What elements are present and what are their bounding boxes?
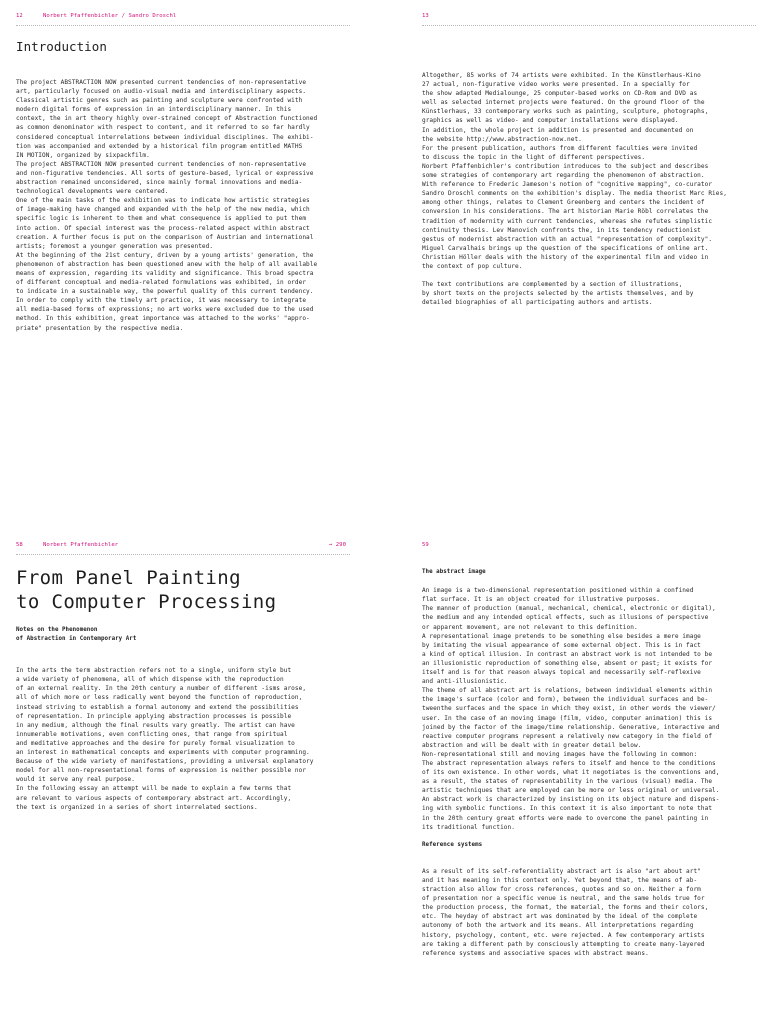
- page-number: 59: [422, 542, 429, 548]
- text-line: tweenthe surfaces and the space in which they exist, in other words the viewer/: [422, 705, 716, 713]
- body-text: [16, 666, 350, 812]
- text-line: 27 actual, non-figurative video works were presented. In a specially for: [422, 81, 690, 89]
- paragraph-gap: [422, 271, 756, 280]
- text-line: some strategies of contemporary art regarding the phenomenon of abstraction.: [422, 172, 705, 180]
- text-line: to discuss the topic in the light of different perspectives.: [422, 153, 646, 161]
- text-line: straction also allow for cross references, quotes and so on. Neither a form: [422, 886, 701, 894]
- text-line: the show adapted Medialounge, 25 computer-based works on CD-Rom and DVD as: [422, 90, 698, 98]
- text-line: a kind of optical illusion. In contrast an abstract work is not intended to be: [422, 650, 713, 658]
- text-line: Altogether, 85 works of 74 artists were exhibited. In the Künstlerhaus-Kino: [422, 72, 701, 79]
- text-line: innumerable motivations, even conflicting ones, that range from spiritual: [16, 730, 288, 738]
- text-line: a wide variety of phenomena, all of which dispense with the reproduction: [16, 676, 284, 684]
- text-line: artistic techniques that are employed can be more or less original or universal.: [422, 787, 720, 795]
- page-13: [422, 12, 756, 307]
- text-line: gestus of modernist abstraction with an actual "representation of complexity".: [422, 235, 713, 243]
- paragraph-gap: [422, 850, 756, 867]
- text-line: abstraction and will be dealt with in greater detail below.: [422, 741, 642, 749]
- section-heading: The abstract image: [422, 569, 486, 575]
- text-line: its traditional function.: [422, 823, 515, 831]
- text-line: Classical artistic genres such as painting and sculpture were confronted with: [16, 97, 303, 105]
- text-line: means of expression, regarding its validity and significance. This broad spectra: [16, 269, 314, 277]
- text-line: as a result, the states of representability in the various (visual) media. The: [422, 778, 713, 786]
- text-line: An image is a two-dimensional representation positioned within a confined: [422, 587, 694, 595]
- text-line: model for all non-representational forms of expression is neither possible nor: [16, 767, 307, 775]
- text-line: The abstract representation always refers to itself and hence to the conditions: [422, 759, 716, 767]
- text-line: method. In this exhibition, great importance was attached to the works' "appro-: [16, 315, 310, 323]
- text-line: graphics as well as video- and computer installations were displayed.: [422, 117, 679, 125]
- text-line: the image's surface (color and form), between the individual surfaces and be-: [422, 696, 709, 704]
- subtitle-line: Notes on the Phenomenon: [16, 627, 98, 633]
- text-line: and non-figurative tendencies. All sorts of gesture-based, lyrical or expressive: [16, 169, 314, 177]
- text-line: specific logic is inherent to them and what consequence is applied to put them: [16, 215, 307, 223]
- text-line: Sandro Droschl comments on the exhibition's display. The media theorist Marc Ries,: [422, 190, 727, 198]
- text-line: itself and is for that reason always topical and necessarily self-reflexive: [422, 669, 701, 677]
- text-line: are relevant to various aspects of contemporary abstract art. Accordingly,: [16, 794, 292, 802]
- text-line: Because of the wide variety of manifestations, providing a universal explanatory: [16, 758, 314, 766]
- body-text: [16, 78, 350, 333]
- title-line: From Panel Painting: [16, 567, 241, 589]
- text-line: IN MOTION, organized by sixpackfilm.: [16, 151, 150, 159]
- text-line: At the beginning of the 21st century, driven by a young artists' generation, the: [16, 251, 314, 259]
- text-line: ing with symbolic functions. In this context it is also important to note that: [422, 805, 713, 813]
- page-number: 13: [422, 13, 429, 19]
- text-line: abstraction remained unconsidered, since mainly formal innovations and media-: [16, 179, 303, 187]
- text-line: the production process, the format, the material, the forms and their colors,: [422, 904, 709, 912]
- article-title: [16, 567, 350, 614]
- text-line: the website http://www.abstraction-now.net.: [422, 135, 582, 143]
- section-heading: Reference systems: [422, 841, 483, 848]
- subtitle-line: of Abstraction in Contemporary Art: [16, 636, 137, 643]
- text-line: The manner of production (manual, mechanical, chemical, electronic or digital),: [422, 605, 716, 613]
- text-line: the text is organized in a series of short interrelated sections.: [16, 803, 258, 811]
- page-59: [422, 541, 756, 958]
- page-number: 58: [16, 542, 23, 548]
- text-line: tradition of modernity with current tendencies, whereas she refutes simplistic: [422, 217, 713, 225]
- text-line: With reference to Frederic Jameson's notion of "cognitive mapping", co-curator: [422, 181, 713, 189]
- text-line: considered conceptual interrelations between individual disciplines. The exhibi-: [16, 133, 314, 141]
- text-line: all media-based forms of expressions; no art works were excluded due to the used: [16, 306, 314, 314]
- page-header: [16, 541, 350, 555]
- text-line: The text contributions are complemented by a section of illustrations,: [422, 281, 683, 289]
- text-line: tion was accompanied and extended by a historical film program entitled MATHS: [16, 142, 303, 150]
- text-line: history, psychology, content, etc. were rejected. A few contemporary artists: [422, 931, 705, 939]
- section-reference-systems: [422, 841, 756, 958]
- text-line: the medium and any intended optical effects, such as illusions of perspective: [422, 614, 709, 622]
- text-line: of presentation nor a specific venue is neutral, and the same holds true for: [422, 895, 705, 903]
- body-text: [422, 71, 756, 307]
- article-subtitle: [16, 626, 350, 644]
- text-line: Miguel Carvalhais brings up the question of the specifications of online art.: [422, 244, 709, 252]
- text-line: creation. A further focus is put on the comparison of Austrian and international: [16, 233, 314, 241]
- text-line: etc. The heyday of abstract art was dominated by the ideal of the complete: [422, 913, 698, 921]
- page-title: Introduction: [16, 39, 107, 54]
- text-line: continuity thesis. Lev Manovich confronts the, in its tendency reductionist: [422, 226, 701, 234]
- running-head: Norbert Pfaffenbichler: [43, 542, 119, 548]
- text-line: modern digital forms of expression in an interdisciplinary manner. In this: [16, 106, 292, 114]
- text-line: The theme of all abstract art is relations, between individual elements within: [422, 687, 713, 695]
- text-line: For the present publication, authors from different faculties were invited: [422, 144, 698, 152]
- text-line: would it serve any real purpose.: [16, 776, 135, 784]
- text-line: to indicate in a sustainable way, the powerful quality of this current tendency.: [16, 288, 314, 296]
- page-58: [16, 541, 350, 812]
- text-line: In the arts the term abstraction refers not to a single, uniform style but: [16, 667, 292, 675]
- text-line: of its own existence. In other words, what it negotiates is the conventions and,: [422, 769, 720, 777]
- text-line: all of which more or less radically went beyond the function of reproduction,: [16, 694, 303, 702]
- text-line: Künstlerhaus, 33 contemporary works such as painting, sculpture, photographs,: [422, 108, 709, 116]
- text-line: into action. Of special interest was the process-related aspect within abstract: [16, 224, 310, 232]
- text-line: the context of pop culture.: [422, 262, 523, 270]
- text-line: detailed biographies of all participating authors and artists.: [422, 299, 653, 307]
- text-line: An abstract work is characterized by insisting on its object nature and dispens-: [422, 796, 720, 804]
- text-line: by short texts on the projects selected by the artists themselves, and by: [422, 290, 694, 298]
- text-line: Non-representational still and moving images have the following in common:: [422, 750, 698, 758]
- text-line: as common denominator with respect to content, and it referred to so far hardly: [16, 124, 310, 132]
- text-line: reference systems and associative spaces with abstract means.: [422, 949, 649, 957]
- text-line: and it has meaning in this context only. Yet beyond that, the means of ab-: [422, 877, 698, 884]
- page-12: [16, 12, 350, 333]
- text-line: by imitating the visual appearance of some external object. This is in fact: [422, 641, 701, 649]
- text-line: technological developments were centered.: [16, 188, 169, 196]
- text-line: priate" presentation by the respective media.: [16, 324, 184, 332]
- text-line: The project ABSTRACTION NOW presented current tendencies of non-representative: [16, 79, 307, 86]
- text-line: or apparent movement, are not relevant to this definition.: [422, 623, 638, 631]
- text-line: context, the in art theory highly over-strained concept of Abstraction functioned: [16, 115, 318, 123]
- text-line: instead striving to establish a formal autonomy and extend the possibilities: [16, 703, 299, 711]
- text-line: user. In the case of an moving image (film, video, computer animation) this is: [422, 714, 713, 722]
- text-line: joined by the factor of the image/time relationship. Generative, interactive and: [422, 723, 720, 731]
- text-line: A representational image pretends to be something else besides a mere image: [422, 632, 701, 640]
- text-line: well as selected internet projects were featured. On the ground floor of the: [422, 99, 705, 107]
- text-line: The project ABSTRACTION NOW presented current tendencies of non-representative: [16, 160, 307, 168]
- page-header: [422, 541, 756, 554]
- text-line: Christian Höller deals with the history of the experimental film and video in: [422, 253, 709, 261]
- text-line: In addition, the whole project in addition is presented and documented on: [422, 126, 694, 134]
- text-line: phenomenon of abstraction has been questioned anew with the help of all available: [16, 260, 318, 268]
- text-line: among other things, relates to Clement Greenberg and centers the incident of: [422, 199, 705, 207]
- text-line: Norbert Pfaffenbichler's contribution introduces to the subject and describes: [422, 162, 709, 170]
- running-head: Norbert Pfaffenbichler / Sandro Droschl: [43, 13, 177, 19]
- text-line: artists; foremost a younger generation was presented.: [16, 242, 214, 250]
- text-line: an illusionistic reproduction of something else, absent or past; it exists for: [422, 659, 713, 667]
- page-number: 12: [16, 13, 23, 19]
- section-abstract-image: [422, 568, 756, 832]
- page-header: [422, 12, 756, 26]
- text-line: of an external reality. In the 20th century a number of different -isms arose,: [16, 685, 307, 693]
- text-line: are taking a different path by consciously attempting to create many-layered: [422, 940, 705, 948]
- text-line: art, particularly focused on audio-visual media and interdisciplinary aspects.: [16, 88, 307, 96]
- page-header: [16, 12, 350, 26]
- text-line: and anti-illusionistic.: [422, 678, 508, 686]
- text-line: One of the main tasks of the exhibition was to indicate how artistic strategies: [16, 197, 310, 205]
- text-line: of image-making have changed and expanded with the help of the new media, which: [16, 206, 310, 214]
- text-line: In the following essay an attempt will be made to explain a few terms that: [16, 785, 292, 793]
- paragraph-gap: [422, 577, 756, 586]
- text-line: conversion in his considerations. The art historian Marie Röbl correlates the: [422, 208, 709, 216]
- text-line: In order to comply with the timely art practice, it was necessary to integrate: [16, 297, 307, 305]
- text-line: As a result of its self-referentiality abstract art is also "art about art": [422, 867, 701, 875]
- text-line: an interest in mathematical concepts and experiments with computer programming.: [16, 749, 310, 757]
- title-line: to Computer Processing: [16, 590, 277, 613]
- paragraph-gap: [422, 832, 756, 841]
- text-line: of different conceptual and media-related formulations was exhibited, in order: [16, 279, 307, 287]
- text-line: of representation. In principle applying abstraction processes is possible: [16, 712, 292, 720]
- text-line: in any medium, although the final results vary greatly. The artist can have: [16, 721, 295, 729]
- text-line: in the 20th century great efforts were made to overcome the panel painting in: [422, 814, 709, 822]
- text-line: and meditative approaches and the desire for purely formal visualization to: [16, 739, 295, 747]
- text-line: flat surface. It is an object created for illustrative purposes.: [422, 596, 660, 604]
- text-line: autonomy of both the artwork and its means. All interpretations regarding: [422, 922, 694, 930]
- cross-reference[interactable]: → 290: [328, 542, 346, 548]
- text-line: reactive computer programs represent a relatively new category in the field of: [422, 732, 713, 740]
